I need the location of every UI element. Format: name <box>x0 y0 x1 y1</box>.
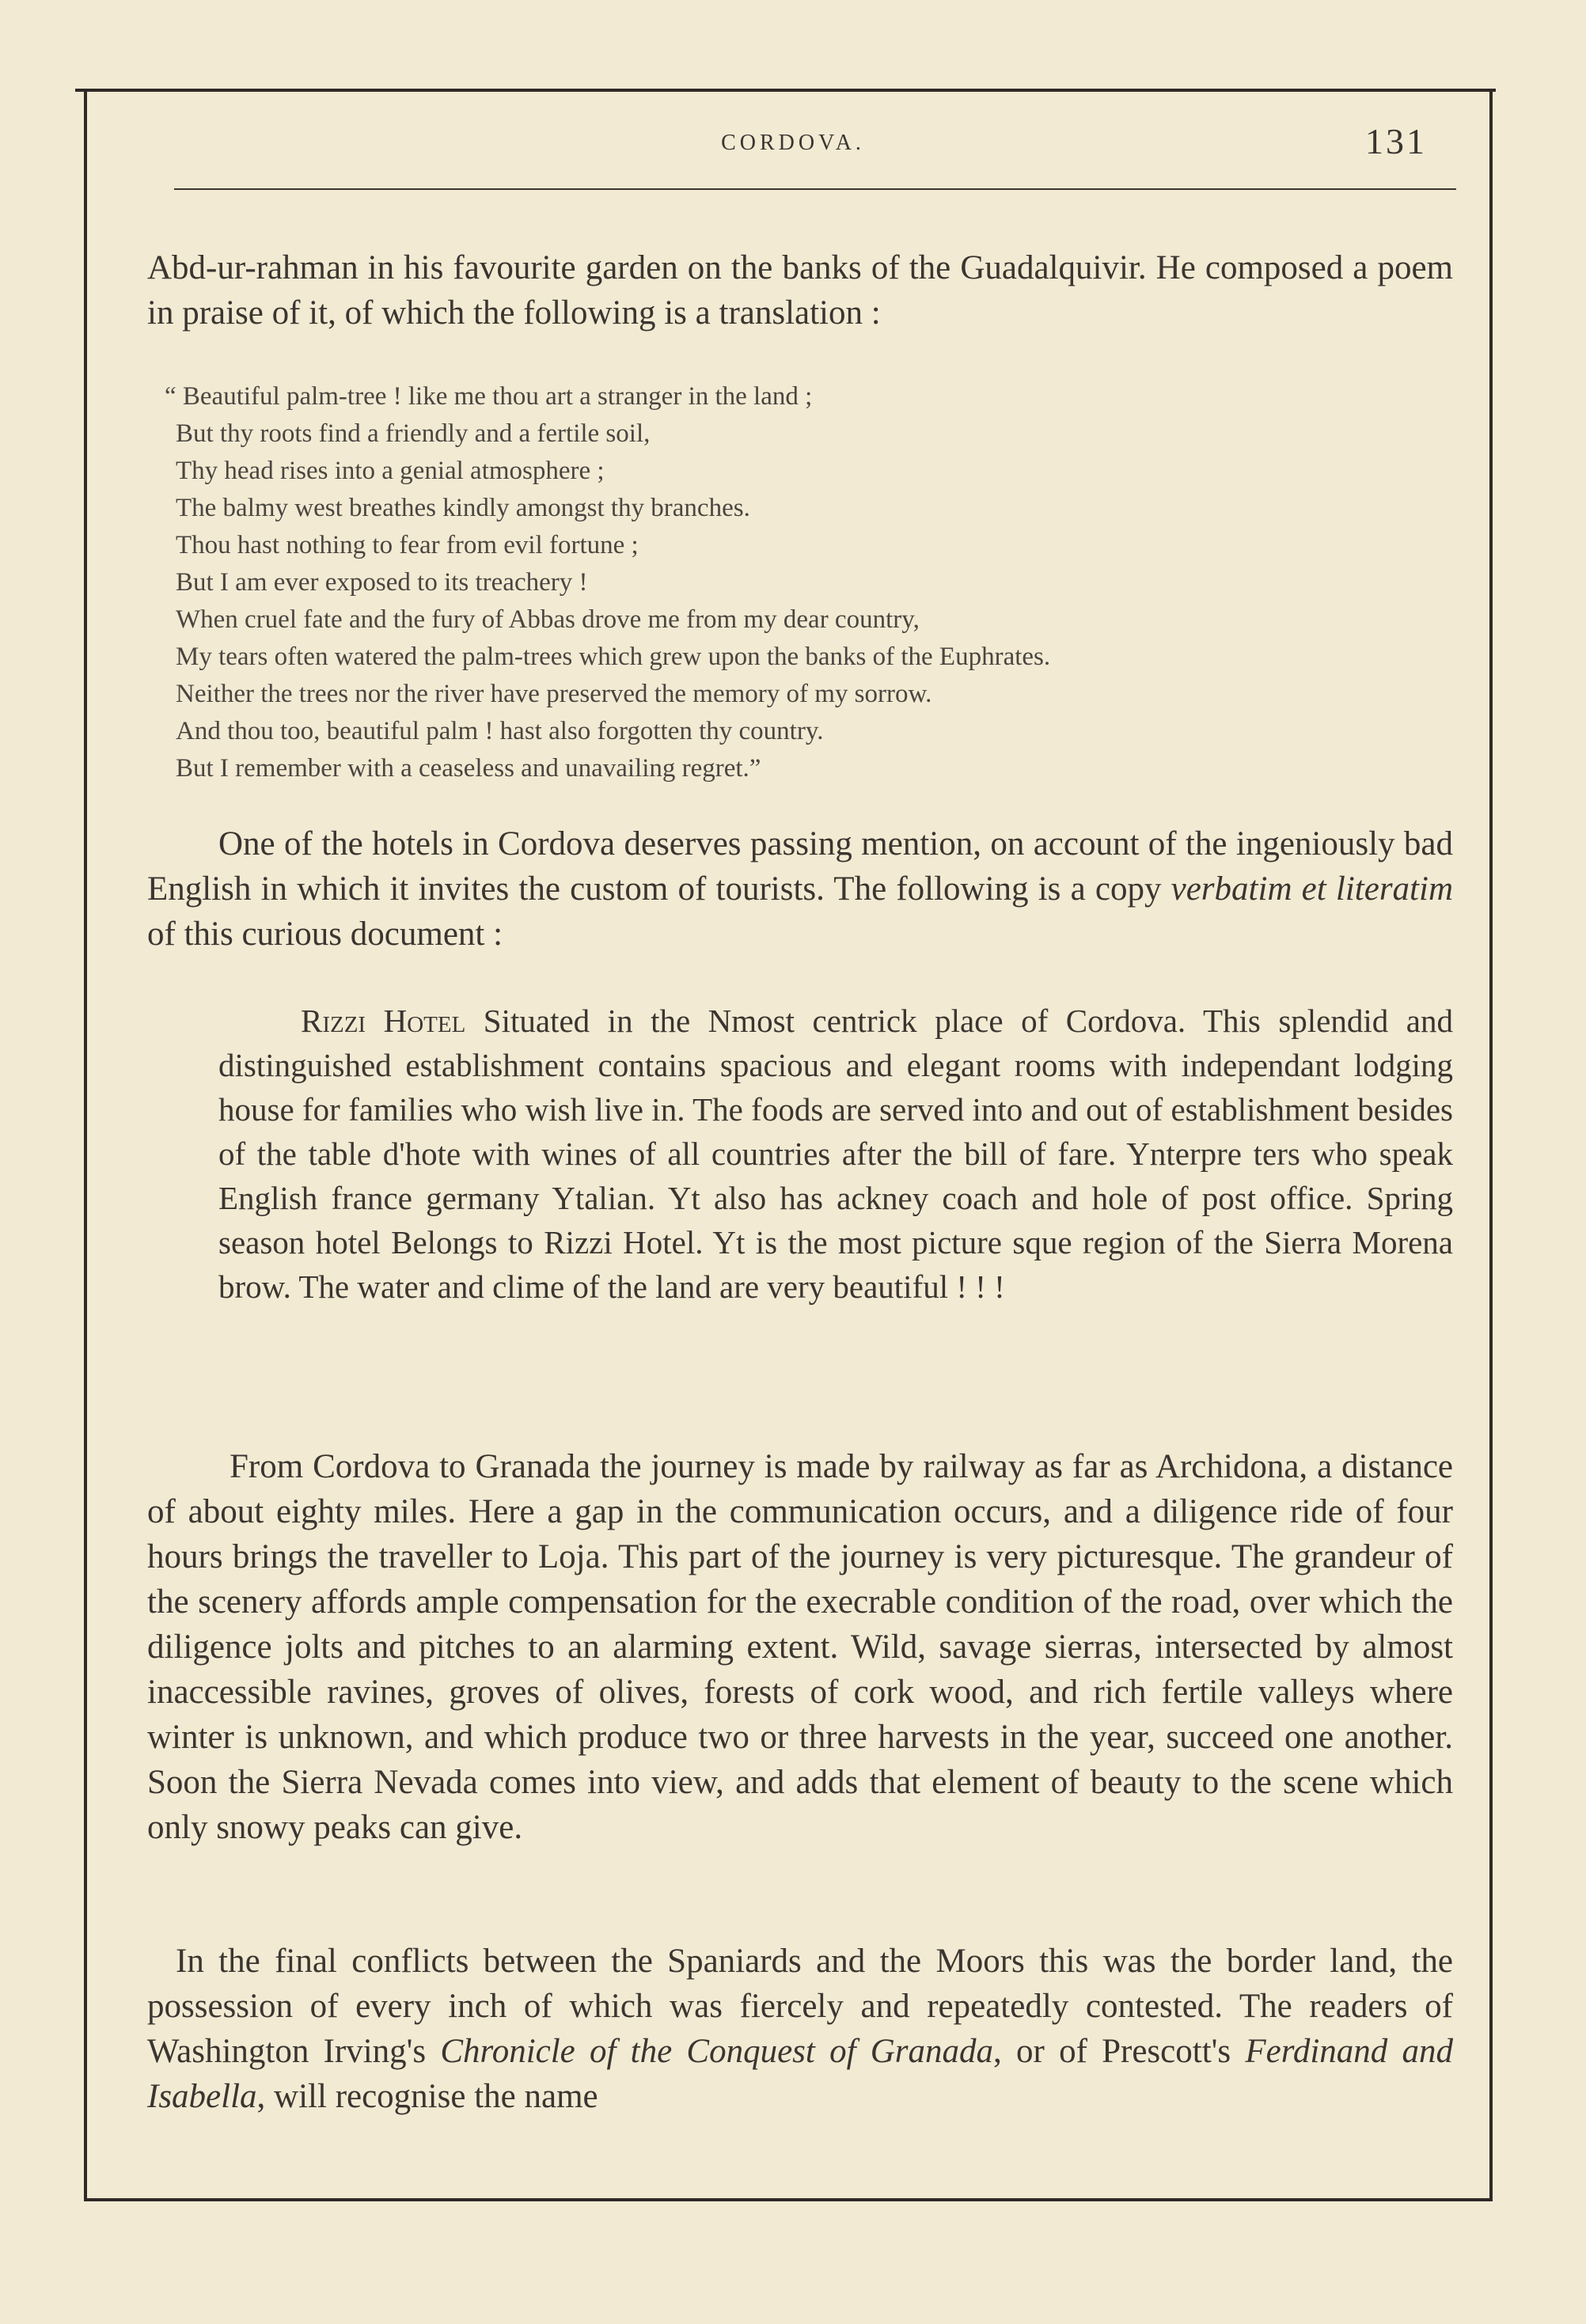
poem-translation <box>165 378 1442 787</box>
paragraph-border-land-mid: , or of Prescott's <box>993 2033 1246 2070</box>
hotel-name: Rizzi Hotel <box>301 1003 466 1039</box>
paragraph-intro: Abd-ur-rahman in his favourite garden on the banks of the Guadalquivir. He composed a poem in praise of it, of which the following is a translation : <box>147 249 1453 332</box>
page-number: 131 <box>1365 121 1427 161</box>
paragraph-journey: From Cordova to Granada the journey is made by railway as far as Archidona, a distance of about eighty miles. Here a gap in the communication occurs, and a diligence ride of four hours brings the traveller to Loja. This part of the journey is very picturesque. The grandeur of the scenery affords ample compensation for the execrable condition of the road, over which the diligence jolts and pitches to an alarming extent. Wild, savage sierras, intersected by almost inaccessible ravines, groves of olives, forests of cork wood, and rich fertile valleys where winter is unknown, and which produce two or three harvests in the year, succeed one another. Soon the Sierra Nevada comes into view, and adds that element of beauty to the scene which only snowy peaks can give. <box>147 1448 1453 1846</box>
paragraph-hotels-tail: of this curious document : <box>147 916 503 953</box>
poem-line: When cruel fate and the fury of Abbas drove me from my dear country, <box>176 605 920 634</box>
header-divider <box>174 188 1456 190</box>
poem-line: Neither the trees nor the river have preserved the memory of my sorrow. <box>176 680 932 708</box>
poem-line: And thou too, beautiful palm ! hast also forgotten thy country. <box>176 717 824 745</box>
poem-line: The balmy west breathes kindly amongst thy branches. <box>176 494 750 522</box>
paragraph-border-land-text: In the final conflicts between the Spaniards and the Moors this was the border land, the possession of every inch of which was fiercely and repeatedly contested. The readers of Washington Irving's <box>147 1943 1453 2070</box>
page-frame-left-rule <box>84 89 87 2201</box>
poem-line: But I remember with a ceaseless and unavailing regret.” <box>176 754 761 783</box>
poem-line: But thy roots find a friendly and a fertile soil, <box>176 419 651 448</box>
hotel-notice-text: Situated in the Nmost centrick place of Cordova. This splendid and distinguished establishment contains spacious and elegant rooms with independant lodging house for families who wish live in. The foods are served into and out of establishment besides of the table d'hote with wines of all countries after the bill of fare. Ynterpre ters who speak English france germany Ytalian. Yt also has ackney coach and hole of post office. Spring season hotel Belongs to Rizzi Hotel. Yt is the most picture sque region of the Sierra Morena brow. The water and clime of the land are very beautiful ! ! ! <box>218 1003 1453 1305</box>
poem-line: Thou hast nothing to fear from evil fortune ; <box>176 531 639 559</box>
paragraph-border-land-tail: , will recognise the name <box>256 2078 598 2115</box>
book-title-ferdinand: Ferdinand and Isabella <box>147 2033 1454 2115</box>
poem-line: My tears often watered the palm-trees which grew upon the banks of the Euphrates. <box>176 643 1051 671</box>
poem-line: “ Beautiful palm-tree ! like me thou art a stranger in the land ; <box>165 382 813 411</box>
page-frame-top-rule <box>75 89 1496 92</box>
paragraph-hotels-text: One of the hotels in Cordova deserves passing mention, on account of the ingeniously bad English in which it invites the custom of tourists. The following is a copy <box>147 825 1453 908</box>
book-title-chronicle: Chronicle of the Conquest of Granada <box>440 2033 994 2070</box>
poem-line: Thy head rises into a genial atmosphere ; <box>176 457 605 485</box>
paragraph-border-land <box>147 1939 1453 2119</box>
paragraph-hotels <box>147 821 1453 957</box>
verbatim-phrase: verbatim et literatim <box>1171 870 1453 908</box>
hotel-notice-quote <box>218 999 1453 1309</box>
poem-line: But I am ever exposed to its treachery ! <box>176 568 588 597</box>
page-frame-right-rule <box>1489 89 1493 2201</box>
page-frame-bottom-rule <box>84 2198 1493 2201</box>
running-head-title: CORDOVA. <box>721 131 865 155</box>
